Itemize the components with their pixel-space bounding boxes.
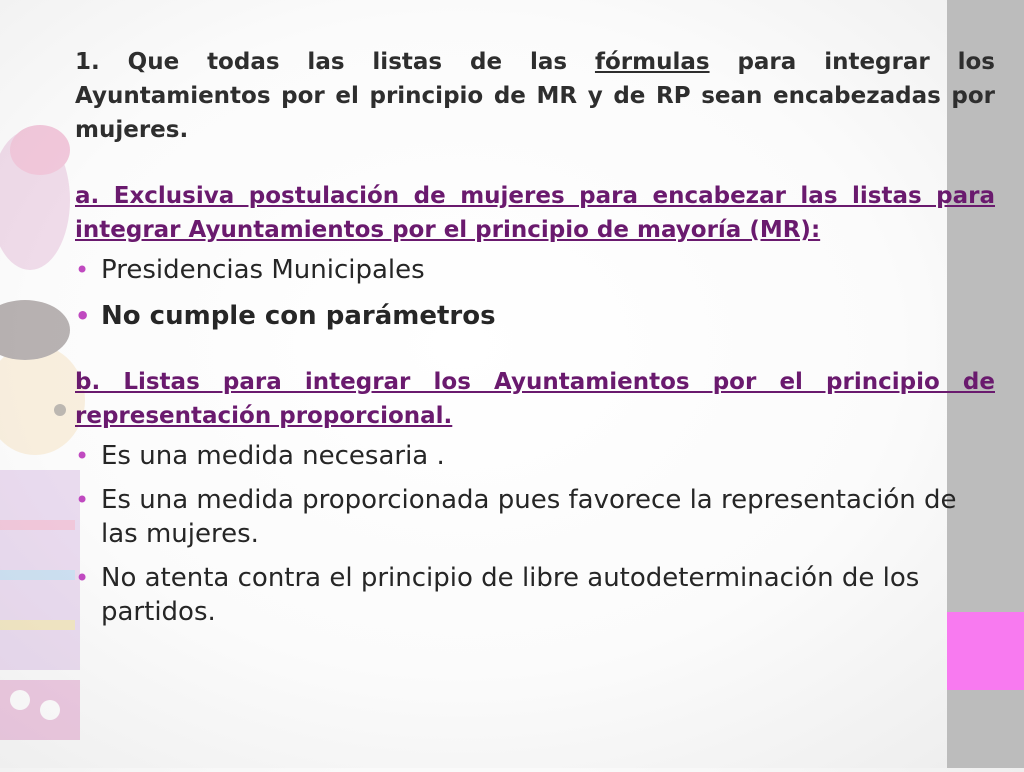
list-item-text: Presidencias Municipales <box>101 255 425 285</box>
section-b-heading: b. Listas para integrar los Ayuntamientos por el principio de representación proporcional. <box>75 369 995 429</box>
section-a-heading: a. Exclusiva postulación de mujeres para encabezar las listas para integrar Ayuntamientos por el principio de mayoría (MR): <box>75 183 995 243</box>
list-item <box>75 483 995 551</box>
intro-text-underlined: fórmulas <box>594 49 710 75</box>
list-item-text: No cumple con parámetros <box>101 301 496 331</box>
bullet-icon: • <box>75 564 90 592</box>
section-b-list <box>75 439 995 629</box>
bullet-icon: • <box>75 302 91 330</box>
list-item-text: Es una medida proporcionada pues favorece la representación de las mujeres. <box>101 485 957 549</box>
bullet-icon: • <box>75 486 90 514</box>
intro-text-after: para integrar los Ayuntamientos por el principio de MR y de RP sean encabezadas por mujeres. <box>75 49 995 143</box>
list-item-text: No atenta contra el principio de libre autodeterminación de los partidos. <box>101 563 920 627</box>
list-item <box>75 439 995 473</box>
intro-text-before: 1. Que todas las listas de las <box>75 49 595 75</box>
slide-content <box>75 45 995 639</box>
section-a-list <box>75 253 995 333</box>
intro-paragraph <box>75 45 995 147</box>
bullet-icon: • <box>75 442 90 470</box>
bullet-icon: • <box>75 256 90 284</box>
list-item-text: Es una medida necesaria . <box>101 441 445 471</box>
list-item <box>75 561 995 629</box>
list-item <box>75 253 995 287</box>
list-item <box>75 299 995 333</box>
